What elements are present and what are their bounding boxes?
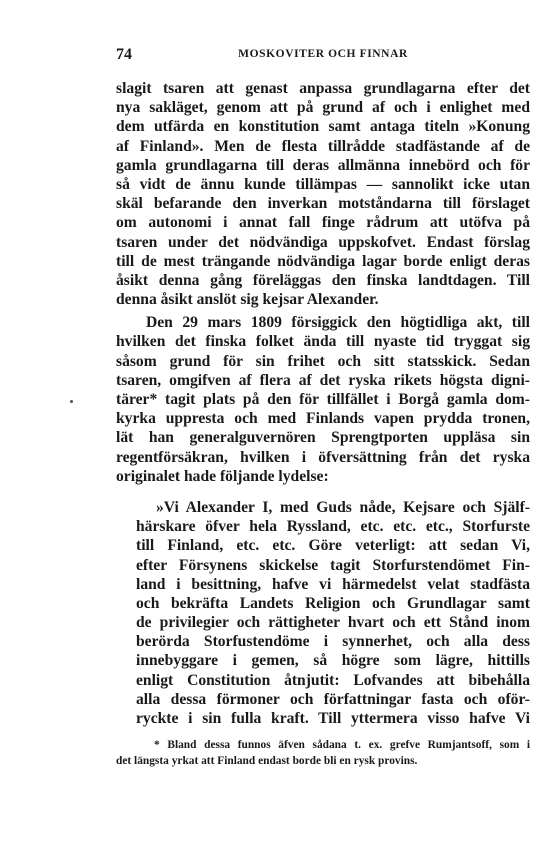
quote-line: härskare öfver hela Ryssland, etc. etc. etc., Storfurste xyxy=(136,518,530,536)
text-line: gamla grundlagarna till deras allmänna innebörd och för xyxy=(116,156,530,174)
quote-line: land i besittning, hafve vi härmedelst velat stadfästa xyxy=(136,575,530,593)
quote-line: alla dessa förmoner och författningar fasta och oför- xyxy=(136,690,530,708)
body-text xyxy=(116,79,530,728)
text-line: lät han generalguvernören Sprengtporten uppläsa sin xyxy=(116,429,530,447)
quote-line: och bekräfta Landets Religion och Grundlagar samt xyxy=(136,594,530,612)
quote-line: »Vi Alexander I, med Guds nåde, Kejsare och Själf- xyxy=(156,498,530,516)
text-line: till de mest trängande nödvändiga lagar borde enligt deras xyxy=(116,252,530,270)
text-line: tsaren under det nödvändiga uppskofvet. Endast förslag xyxy=(116,233,530,251)
text-line: originalet hade följande lydelse: xyxy=(116,467,329,485)
text-line: skäl befarande den inverkan motståndarna till förslaget xyxy=(116,195,530,213)
footnote-line: det längsta yrkat att Finland endast borde bli en rysk provins. xyxy=(116,755,418,767)
proclamation-quote xyxy=(116,498,530,728)
quote-line: enligt Constitution åtnjutit: Lofvandes att bibehålla xyxy=(136,671,530,689)
quote-line: de privilegier och rättigheter hvart och ett Stånd inom xyxy=(136,614,530,632)
text-line: regentförsäkran, hvilken i öfversättning från det ryska xyxy=(116,448,530,466)
text-line: slagit tsaren att genast anpassa grundlagarna efter det xyxy=(116,80,530,97)
quote-line: till Finland, etc. etc. Göre veterligt: att sedan Vi, xyxy=(136,537,530,555)
footnote xyxy=(116,737,530,769)
text-line: tsaren, omgifven af flera af det ryska rikets högsta digni- xyxy=(116,371,530,389)
running-title: MOSKOVITER OCH FINNAR xyxy=(238,48,408,60)
text-line: om autonomi i annat fall finge rådrum att utöfva på xyxy=(116,214,530,232)
paragraph-1 xyxy=(116,79,530,309)
margin-mark xyxy=(70,400,73,403)
text-line: såsom grund för sin frihet och sitt statsskick. Sedan xyxy=(116,352,530,370)
text-line: hvilken det finska folket ända till nyaste tid tryggat sig xyxy=(116,333,530,351)
footnote-line: * Bland dessa funnos äfven sådana t. ex. grefve Rumjantsoff, som i xyxy=(154,739,530,751)
paragraph-2 xyxy=(116,313,530,486)
running-head xyxy=(116,46,530,66)
text-line: så vidt de ännu kunde tillämpas — sannolikt icke utan xyxy=(116,175,530,193)
quote-line: berörda Storfustendöme i synnerhet, och alla dess xyxy=(136,633,530,651)
text-line: dem utfärda en konstitution samt antaga titeln »Konung xyxy=(116,118,530,136)
quote-line: efter Försynens skickelse tagit Storfurstendömet Fin- xyxy=(136,556,530,574)
text-line: kyrka uppresta och med Finlands vapen prydda tronen, xyxy=(116,410,530,428)
text-line: Den 29 mars 1809 försiggick den högtidliga akt, till xyxy=(146,314,530,332)
text-line: nya sakläget, genom att på grund af och i enlighet med xyxy=(116,99,530,117)
text-line: af Finland». Men de flesta tillrådde stadfästande af de xyxy=(116,137,530,155)
page-number: 74 xyxy=(116,46,132,63)
text-line: åsikt denna gång föreläggas den finska landtdagen. Till xyxy=(116,271,530,289)
quote-line: ryckte i sin fulla kraft. Till yttermera visso hafve Vi xyxy=(136,710,530,727)
text-line: denna åsikt anslöt sig kejsar Alexander. xyxy=(116,291,379,309)
text-line: tärer* tagit plats på den för tillfället i Borgå gamla dom- xyxy=(116,391,530,408)
quote-line: innebyggare i gemen, så högre som lägre, hittills xyxy=(136,652,530,670)
